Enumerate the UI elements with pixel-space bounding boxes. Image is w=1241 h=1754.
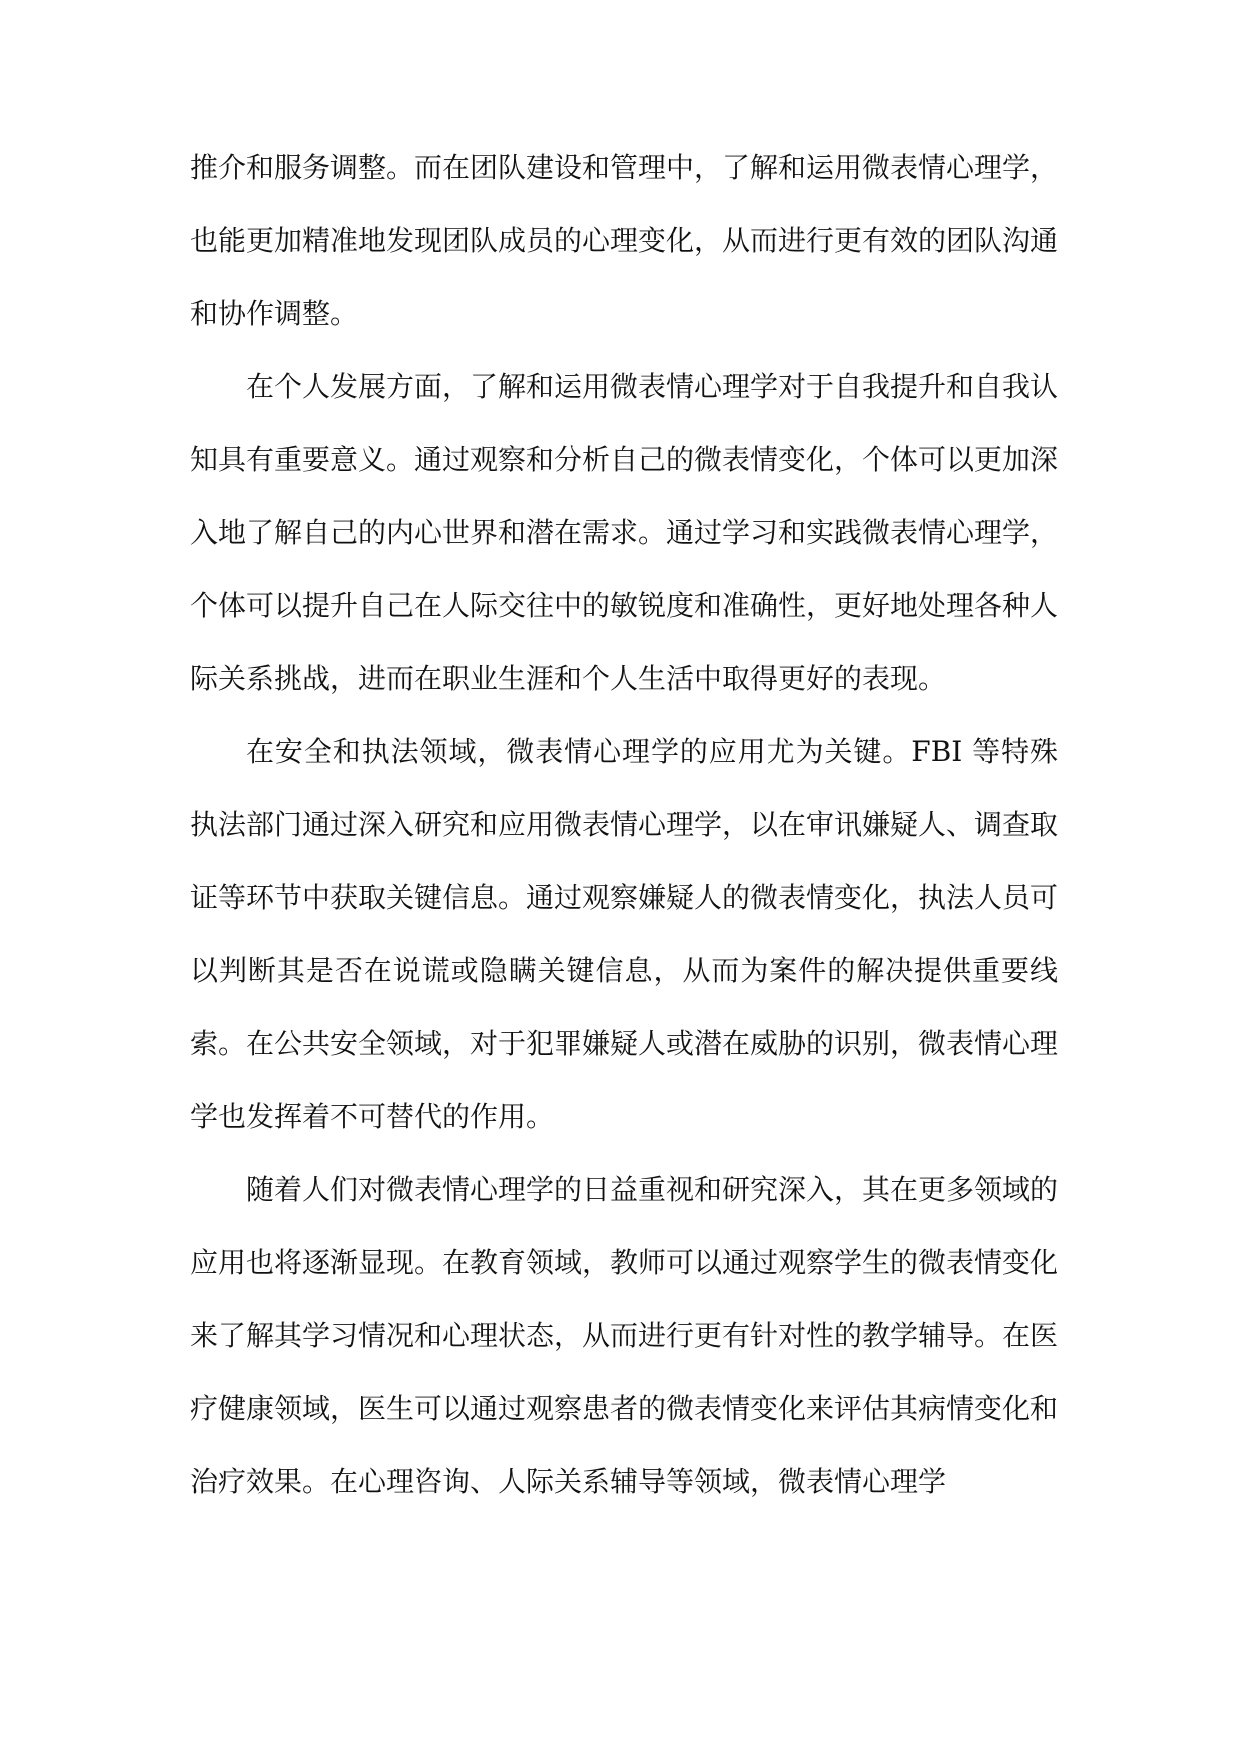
paragraph-3: 在安全和执法领域，微表情心理学的应用尤为关键。FBI 等特殊执法部门通过深入研究和应用微表情心理学，以在审讯嫌疑人、调查取证等环节中获取关键信息。通过观察嫌疑人的微表情变化，执法人员可以判断其是否在说谎或隐瞒关键信息，从而为案件的解决提供重要线索。在公共安全领域，对于犯罪嫌疑人或潜在威胁的识别，微表情心理学也发挥着不可替代的作用。 (190, 735, 1059, 1133)
paragraph-1: 推介和服务调整。而在团队建设和管理中，了解和运用微表情心理学，也能更加精准地发现团队成员的心理变化，从而进行更有效的团队沟通和协作调整。 (190, 151, 1059, 330)
document-body (190, 131, 1058, 1518)
paragraph-2: 在个人发展方面，了解和运用微表情心理学对于自我提升和自我认知具有重要意义。通过观察和分析自己的微表情变化，个体可以更加深入地了解自己的内心世界和潜在需求。通过学习和实践微表情心理学，个体可以提升自己在人际交往中的敏锐度和准确性，更好地处理各种人际关系挑战，进而在职业生涯和个人生活中取得更好的表现。 (190, 370, 1059, 695)
paragraph-4: 随着人们对微表情心理学的日益重视和研究深入，其在更多领域的应用也将逐渐显现。在教育领域，教师可以通过观察学生的微表情变化来了解其学习情况和心理状态，从而进行更有针对性的教学辅导。在医疗健康领域，医生可以通过观察患者的微表情变化来评估其病情变化和治疗效果。在心理咨询、人际关系辅导等领域，微表情心理学 (190, 1173, 1059, 1498)
